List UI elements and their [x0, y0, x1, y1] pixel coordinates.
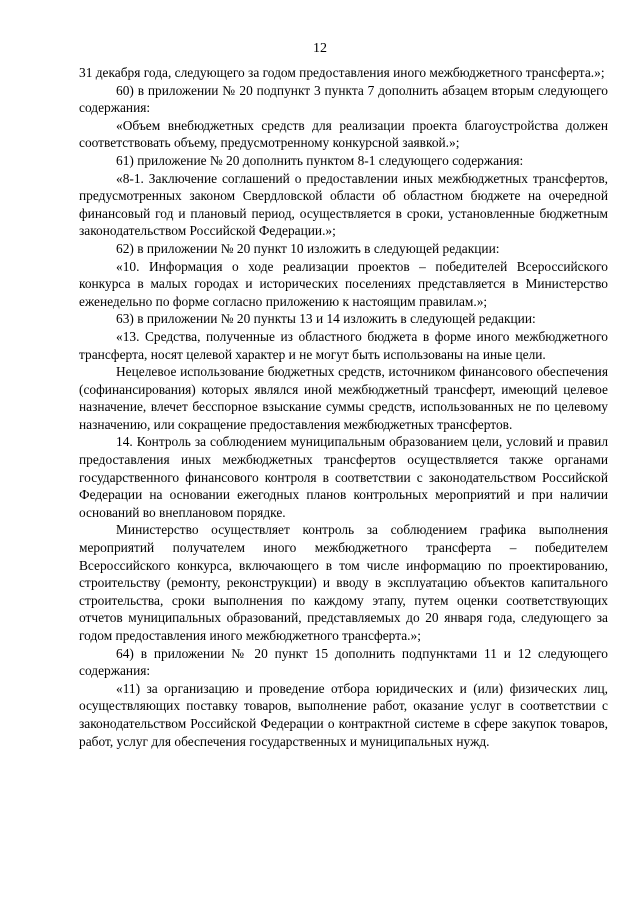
paragraph-continuation: 31 декабря года, следующего за годом предоставления иного межбюджетного трансферта.»;	[79, 65, 605, 80]
paragraph-quote-62: «10. Информация о ходе реализации проектов – победителей Всероссийского конкурса в малых городах и исторических поселениях представляется в Министерство еженедельно по форме согласно приложению к настоящим правилам.»;	[79, 258, 608, 309]
paragraph-quote-61: «8-1. Заключение соглашений о предоставлении иных межбюджетных трансфертов, предусмотренных законом Свердловской области об областном бюджете на очередной финансовый год и плановый период, осуществляется в сроки, установленные бюджетным законодательством Российской Федерации.»;	[79, 170, 608, 239]
paragraph-quote-60: «Объем внебюджетных средств для реализации проекта благоустройства должен соответствовать объему, предусмотренному конкурсной заявкой.»;	[79, 117, 608, 151]
paragraph-item-62: 62) в приложении № 20 пункт 10 изложить в следующей редакции:	[116, 240, 500, 256]
paragraph-quote-63-ministry: Министерство осуществляет контроль за соблюдением графика выполнения мероприятий получателем иного межбюджетного трансферта – победителем Всероссийского конкурса, включающего в том числе информацию по проектированию, строительству (ремонту, реконструкции) и вводу в эксплуатацию объектов капитального строительства, сроки выполнения по каждому этапу, путем оценки соответствующих отчетов муниципальных образований, представляемых до 20 января года, следующего за годом предоставления иного межбюджетного трансферта.»;	[79, 522, 608, 643]
paragraph-item-64: 64) в приложении № 20 пункт 15 дополнить подпунктами 11 и 12 следующего содержания:	[79, 645, 608, 679]
paragraph-quote-63-point-13: «13. Средства, полученные из областного бюджета в форме иного межбюджетного трансферта, носят целевой характер и не могут быть использованы на иные цели.	[79, 328, 608, 362]
page-number: 12	[313, 41, 327, 56]
paragraph-quote-63-misuse: Нецелевое использование бюджетных средств, источником финансового обеспечения (софинансирования) которых являлся иной межбюджетный трансферт, имеющий целевое назначение, влечет бесспорное взыскание суммы средств, использованных не по целевому назначению, или сокращение предоставления межбюджетных трансфертов.	[79, 364, 608, 432]
paragraph-quote-63-point-14: 14. Контроль за соблюдением муниципальным образованием цели, условий и правил предоставления иных межбюджетных трансфертов осуществляется также органами государственного финансового контроля в соответствии с законодательством Российской Федерации на основании ежегодных планов контрольных мероприятий и при наличии оснований во внеплановом порядке.	[79, 434, 608, 520]
paragraph-item-60: 60) в приложении № 20 подпункт 3 пункта 7 дополнить абзацем вторым следующего содержания:	[79, 82, 608, 116]
paragraph-item-61: 61) приложение № 20 дополнить пунктом 8-1 следующего содержания:	[116, 152, 524, 168]
paragraph-item-63: 63) в приложении № 20 пункты 13 и 14 изложить в следующей редакции:	[116, 311, 536, 327]
document-body	[79, 64, 608, 750]
paragraph-quote-64-subpoint-11: «11) за организацию и проведение отбора юридических и (или) физических лиц, осуществляющих поставку товаров, выполнение работ, оказание услуг в соответствии с законодательством Российской Федерации о контрактной системе в сфере закупок товаров, работ, услуг для обеспечения государственных и муниципальных нужд.	[79, 680, 608, 749]
